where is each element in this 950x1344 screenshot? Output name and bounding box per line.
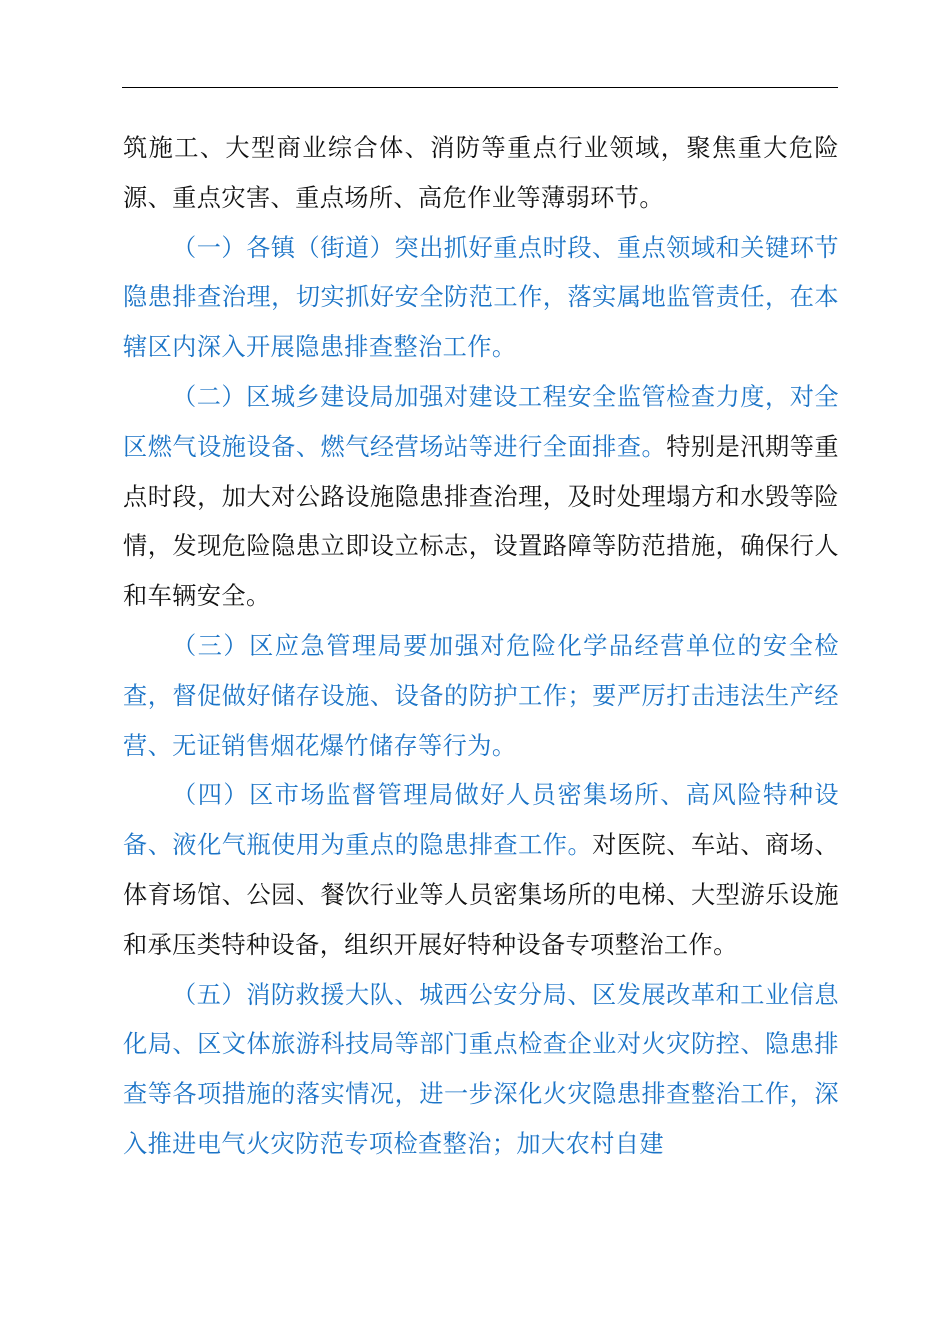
paragraph bbox=[123, 971, 839, 1170]
document-body bbox=[123, 124, 839, 1170]
highlighted-text-run: （四）区市场监督管理局做好人员密集场所、高风险特种设备、液化气瓶使用为重点的隐患排查工作。 bbox=[123, 781, 839, 860]
highlighted-text-run: （三）区应急管理局要加强对危险化学品经营单位的安全检查，督促做好储存设施、设备的防护工作；要严厉打击违法生产经营、无证销售烟花爆竹储存等行为。 bbox=[123, 631, 839, 760]
header-rule bbox=[122, 87, 838, 88]
text-run: 筑施工、大型商业综合体、消防等重点行业领域，聚焦重大危险源、重点灾害、重点场所、高危作业等薄弱环节。 bbox=[123, 134, 839, 212]
paragraph bbox=[123, 771, 839, 970]
paragraph bbox=[123, 373, 839, 622]
highlighted-text-run: （五）消防救援大队、城西公安分局、区发展改革和工业信息化局、区文体旅游科技局等部门重点检查企业对火灾防控、隐患排查等各项措施的落实情况，进一步深化火灾隐患排查整治工作，深入推进电气火灾防范专项检查整治；加大农村自建 bbox=[123, 980, 839, 1158]
highlighted-text-run: （二）区城乡建设局加强对建设工程安全监管检查力度，对全区燃气设施设备、燃气经营场站等进行全面排查。 bbox=[123, 382, 839, 461]
paragraph bbox=[123, 224, 839, 373]
paragraph bbox=[123, 622, 839, 771]
highlighted-text-run: （一）各镇（街道）突出抓好重点时段、重点领域和关键环节隐患排查治理，切实抓好安全防范工作，落实属地监管责任，在本辖区内深入开展隐患排查整治工作。 bbox=[123, 233, 839, 362]
text-run: 对医院、车站、商场、体育场馆、公园、餐饮行业等人员密集场所的电梯、大型游乐设施和承压类特种设备，组织开展好特种设备专项整治工作。 bbox=[123, 831, 839, 959]
text-run: 特别是汛期等重点时段，加大对公路设施隐患排查治理，及时处理塌方和水毁等险情，发现危险隐患立即设立标志，设置路障等防范措施，确保行人和车辆安全。 bbox=[123, 432, 839, 611]
paragraph bbox=[123, 124, 839, 224]
